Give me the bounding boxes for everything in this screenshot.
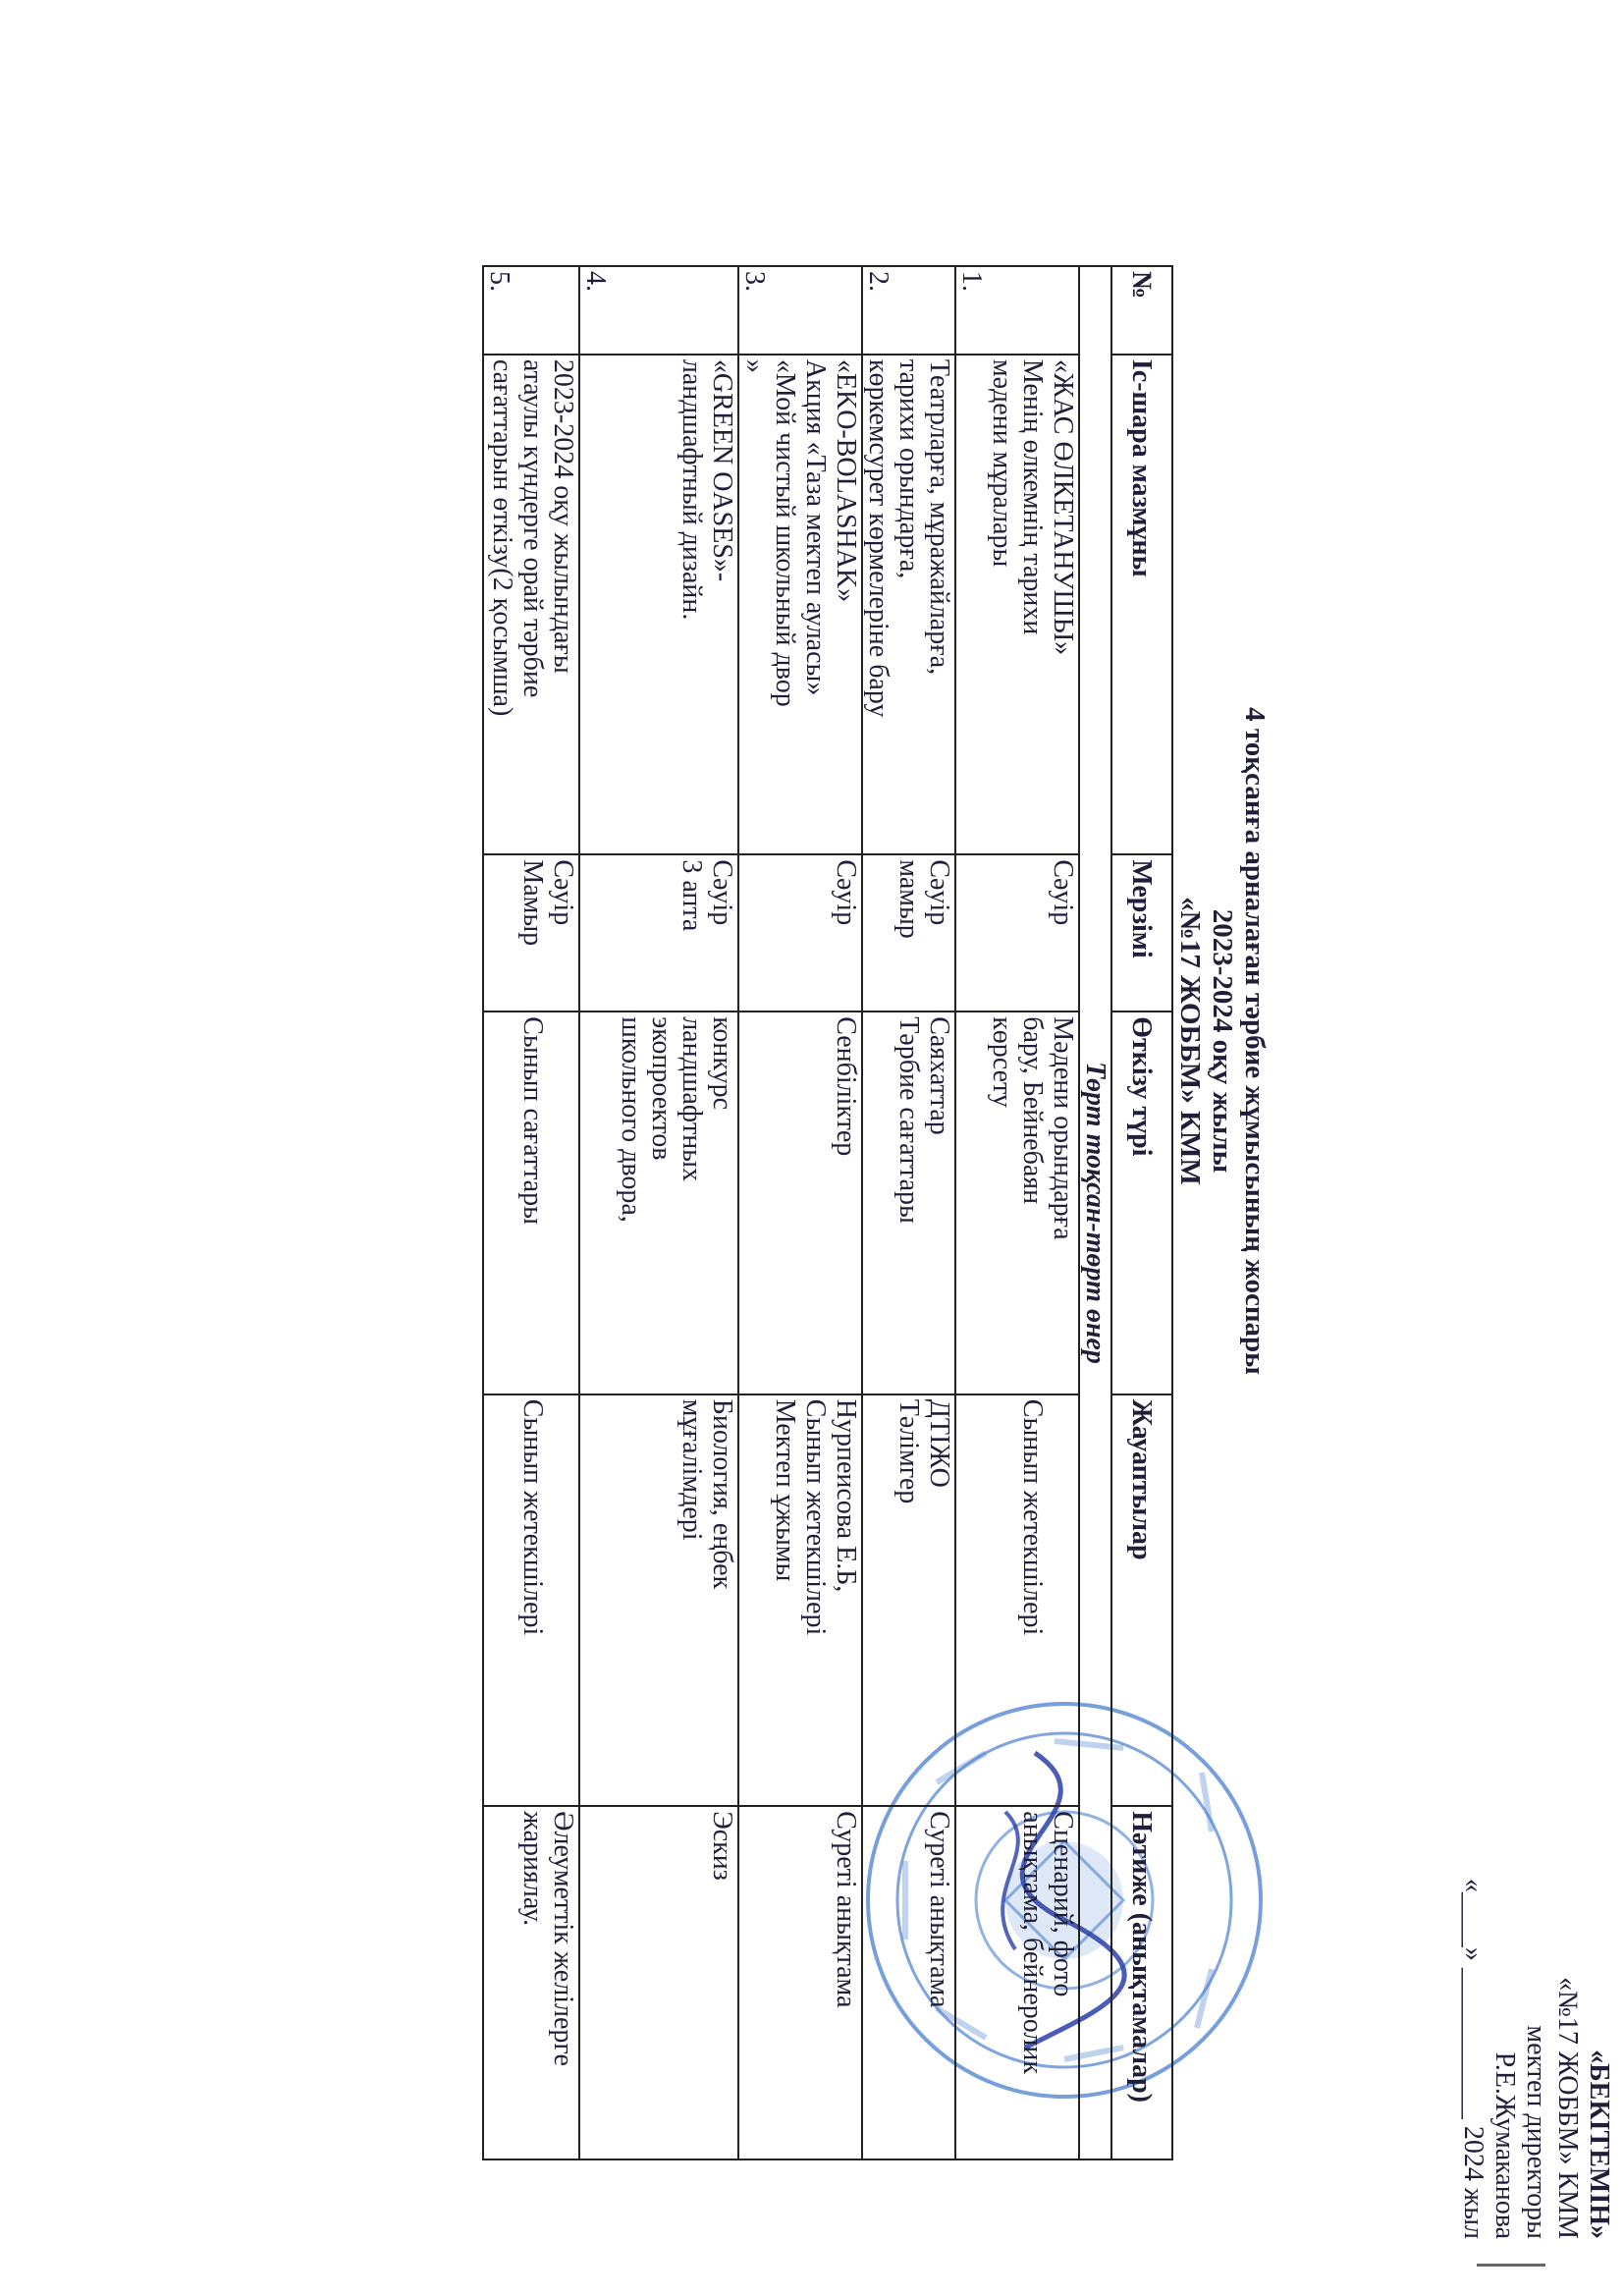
row-number: 4. bbox=[579, 266, 738, 355]
section-title: Төрт тоқсан-төрт өнер bbox=[1079, 266, 1111, 2159]
title-line-2: 2023-2024 оқу жылы bbox=[1207, 908, 1238, 1174]
cell-content bbox=[483, 355, 579, 854]
content-line: Менің өлкемнің тарихи bbox=[1017, 358, 1048, 635]
term-line: Сәуір bbox=[707, 859, 737, 926]
header-responsible: Жауаптылар bbox=[1111, 1394, 1172, 1807]
content-line: » bbox=[739, 358, 770, 373]
content-line: тарихи орындарға, bbox=[893, 358, 924, 579]
table-row bbox=[862, 266, 955, 2159]
content-line: сағаттарын өткізу(2 қосымша) bbox=[487, 358, 517, 717]
content-line: 2023-2024 оқу жылындағы bbox=[548, 358, 578, 674]
form-line: Сенбіліктер bbox=[831, 1016, 861, 1157]
result-line: Эскиз bbox=[707, 1811, 737, 1881]
term-line: Сәуір bbox=[548, 859, 578, 926]
content-line: «EKO-BOLASHAK» bbox=[831, 358, 861, 603]
term-line: Сәуір bbox=[831, 859, 861, 926]
content-line: ландшафтный дизайн. bbox=[677, 358, 707, 621]
approval-org: «№17 ЖОББМ» КММ bbox=[1552, 1977, 1583, 2239]
cell-content bbox=[738, 355, 862, 854]
header-form: Өткізу түрі bbox=[1111, 1011, 1172, 1394]
approval-name: Р.Е.Жумаканова bbox=[1489, 2051, 1520, 2239]
responsible-line: Тәлімгер bbox=[893, 1398, 924, 1504]
cell-responsible bbox=[483, 1394, 579, 1807]
cell-content bbox=[955, 355, 1079, 854]
content-line: көркемсурет көрмелеріне бару bbox=[863, 358, 893, 718]
cell-result bbox=[483, 1806, 579, 2159]
responsible-line: ДТІЖО bbox=[924, 1398, 954, 1488]
header-num: № bbox=[1111, 266, 1172, 355]
term-line: Сәуір bbox=[924, 859, 954, 926]
row-number: 1. bbox=[955, 266, 1079, 355]
table-header-row bbox=[1111, 266, 1172, 2159]
cell-form bbox=[579, 1011, 738, 1394]
row-number: 3. bbox=[738, 266, 862, 355]
form-line: Мәдени орындарға bbox=[1048, 1016, 1078, 1240]
cell-term bbox=[955, 854, 1079, 1011]
approval-block bbox=[1457, 1650, 1614, 2239]
responsible-line: Биология, еңбек bbox=[707, 1398, 737, 1590]
cell-term bbox=[579, 854, 738, 1011]
term-line: Сәуір bbox=[1048, 859, 1078, 926]
scan-edge-mark bbox=[1477, 2264, 1545, 2267]
cell-form bbox=[955, 1011, 1079, 1394]
cell-result bbox=[955, 1806, 1079, 2159]
cell-form bbox=[862, 1011, 955, 1394]
cell-result bbox=[738, 1806, 862, 2159]
result-line: Сценарий, фото bbox=[1048, 1811, 1078, 1997]
content-line: Акция «Таза мектеп ауласы» bbox=[800, 358, 831, 696]
form-line: школьного двора, bbox=[616, 1016, 646, 1223]
cell-content bbox=[579, 355, 738, 854]
form-line: Тәрбие сағаттары bbox=[893, 1016, 924, 1224]
responsible-line: мұғалімдері bbox=[677, 1398, 707, 1541]
responsible-line bbox=[1048, 1399, 1078, 1802]
work-plan-table bbox=[482, 265, 1173, 2160]
form-line: Сынып сағаттары bbox=[517, 1016, 548, 1225]
content-line: атаулы күндерге орай тәрбие bbox=[517, 358, 548, 698]
responsible-line: Сынып жетекшілері bbox=[1017, 1398, 1048, 1636]
cell-term bbox=[483, 854, 579, 1011]
responsible-line: Нурпеисова Е.Б, bbox=[831, 1398, 861, 1593]
cell-result bbox=[579, 1806, 738, 2159]
header-term: Мерзімі bbox=[1111, 854, 1172, 1011]
form-line: ландшафтных bbox=[677, 1016, 707, 1181]
approval-date: «____» ___________ 2024 жыл bbox=[1458, 1878, 1489, 2239]
content-line: «ЖАС ӨЛКЕТАНУШЫ» bbox=[1048, 358, 1078, 656]
cell-responsible bbox=[862, 1394, 955, 1807]
responsible-line: Мектеп ұжымы bbox=[770, 1398, 800, 1582]
title-line-1: 4 тоқсанға арналаған тәрбие жұмысының жоспары bbox=[1239, 707, 1271, 1375]
cell-term bbox=[862, 854, 955, 1011]
section-row bbox=[1079, 266, 1111, 2159]
result-line: Суреті анықтама bbox=[924, 1811, 954, 2008]
result-line: анықтама, бейнеролик bbox=[1017, 1811, 1048, 2074]
approval-heading: «БЕКІТЕМІН» bbox=[1584, 2050, 1614, 2239]
cell-form bbox=[483, 1011, 579, 1394]
cell-responsible bbox=[955, 1394, 1079, 1807]
cell-form bbox=[738, 1011, 862, 1394]
document-title bbox=[1173, 550, 1271, 1532]
form-line: конкурс bbox=[707, 1016, 737, 1111]
row-number: 5. bbox=[483, 266, 579, 355]
form-line: экопроектов bbox=[646, 1016, 677, 1161]
result-line: жариялау. bbox=[517, 1811, 548, 1927]
form-line: көрсету bbox=[987, 1016, 1017, 1108]
table-row bbox=[483, 266, 579, 2159]
result-line: Әлеуметтік желілерге bbox=[548, 1811, 578, 2066]
table-row bbox=[579, 266, 738, 2159]
content-line: «Мой чистый школьный двор bbox=[770, 358, 800, 707]
approval-position: мектеп директоры bbox=[1521, 2025, 1551, 2239]
result-line: Суреті анықтама bbox=[831, 1811, 861, 2008]
responsible-line: Сынып жетекшілері bbox=[800, 1398, 831, 1636]
table-row bbox=[738, 266, 862, 2159]
cell-term bbox=[738, 854, 862, 1011]
cell-responsible bbox=[579, 1394, 738, 1807]
cell-result bbox=[862, 1806, 955, 2159]
term-line: Мамыр bbox=[517, 859, 548, 947]
form-line bbox=[548, 1016, 578, 1390]
responsible-line bbox=[548, 1399, 578, 1802]
table-row bbox=[955, 266, 1079, 2159]
cell-content bbox=[862, 355, 955, 854]
content-line: Театрларға, мұражайларға, bbox=[924, 358, 954, 676]
header-result: Нәтиже (анықтамалар) bbox=[1111, 1806, 1172, 2159]
form-line: бару, Бейнебаян bbox=[1017, 1016, 1048, 1205]
row-number: 2. bbox=[862, 266, 955, 355]
responsible-line: Сынып жетекшілері bbox=[517, 1398, 548, 1636]
header-content: Іс-шара мазмұны bbox=[1111, 355, 1172, 854]
term-line: мамыр bbox=[893, 859, 924, 939]
content-line: мәдени мұралары bbox=[987, 358, 1017, 568]
form-line: Саяхаттар bbox=[924, 1016, 954, 1135]
title-line-3: «№17 ЖОББМ» КММ bbox=[1174, 897, 1206, 1185]
term-line: 3 апта bbox=[677, 859, 707, 932]
content-line: «GREEN OASES»- bbox=[707, 358, 737, 582]
cell-responsible bbox=[738, 1394, 862, 1807]
